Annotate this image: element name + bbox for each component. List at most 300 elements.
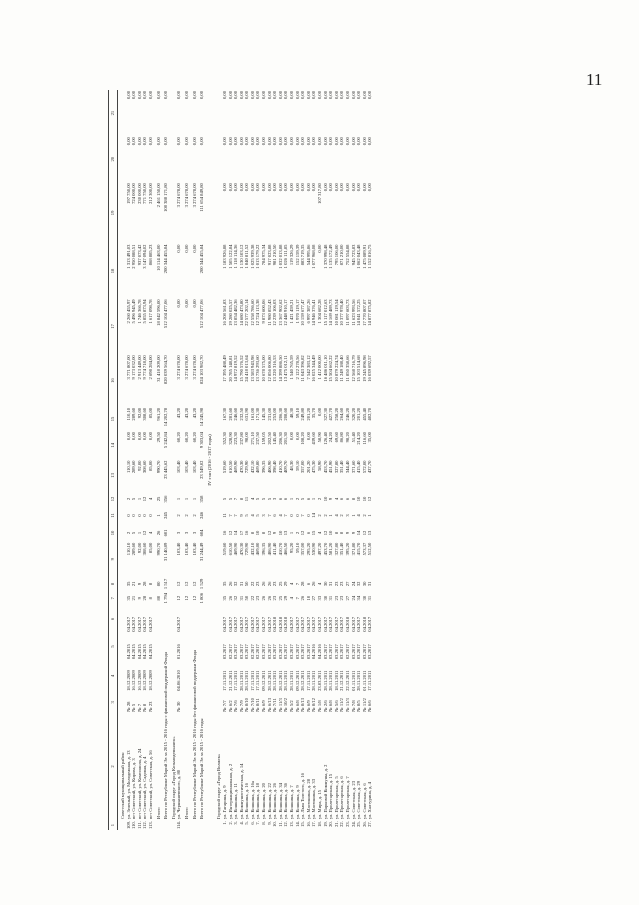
table-cell: 21: [131, 595, 137, 601]
table-cell: 03.2017: [238, 644, 244, 660]
table-cell: 197 750,00: [125, 183, 131, 204]
table-cell: № 8/12: [311, 698, 317, 712]
table-cell: пгт Советский, ул. Садовая, д. 4: [142, 756, 148, 820]
table-cell: № 11/2: [339, 698, 345, 712]
table-cell: 28.11.2011: [244, 670, 250, 691]
table-cell: 0,00: [266, 183, 272, 192]
table-cell: [214, 820, 222, 830]
table-cell: 11 097 603,73: [344, 299, 350, 326]
table-cell: 1: [367, 514, 373, 517]
table-cell: 2 260 455,97: [125, 299, 131, 324]
table-cell: 206,30: [277, 432, 283, 445]
table-cell: 0,00: [317, 137, 322, 146]
table-cell: 12: [176, 595, 182, 601]
table-cell: 320,20: [350, 407, 356, 421]
table-cell: 10: [255, 530, 261, 536]
table-cell: 16 025 344,49: [311, 355, 317, 382]
table-cell: 5: [255, 514, 261, 517]
table-cell: 14 877 875,82: [367, 299, 373, 326]
stage-header: IV этап (2016 - 2017 годы): [206, 434, 212, 486]
column-number: 17: [109, 298, 118, 354]
table-cell: ул. Пролетарская, д. 15: [328, 773, 334, 820]
table-cell: 1 304 682,28: [317, 299, 322, 324]
table-cell: № 5/6: [333, 700, 339, 712]
table-cell: 6.: [249, 821, 255, 825]
table-cell: [161, 820, 169, 830]
column-number: 20: [109, 136, 118, 182]
table-cell: 1 794: [163, 593, 169, 604]
table-cell: 0,00: [294, 432, 300, 441]
table-cell: 25: [277, 581, 283, 587]
table-cell: ул. Кошкина, д. 20: [261, 783, 267, 820]
table-cell: 437,70: [367, 460, 373, 474]
table-cell: 11 623 993,56: [350, 299, 356, 326]
table-cell: 3: [261, 514, 267, 517]
table-cell: 31: [328, 595, 334, 601]
table-cell: ул. Мира, д. 15: [317, 790, 322, 820]
table-cell: 21.12.2011: [339, 670, 345, 691]
table-cell: 10 114 463,00: [155, 244, 161, 271]
table-cell: 0,00: [294, 137, 300, 146]
table-cell: 24 418 013,64: [244, 355, 250, 382]
table-cell: 0,00: [272, 183, 278, 192]
table-cell: 110.: [131, 821, 137, 829]
table-cell: 48,30: [289, 407, 295, 419]
table-cell: ул. Чернышевского, д. 80: [176, 769, 182, 820]
table-cell: 0,00: [191, 299, 197, 308]
table-cell: ул. Кошкина, д. 18: [255, 783, 261, 820]
table-cell: 5: [261, 497, 267, 501]
table-cell: 271,10: [249, 432, 255, 445]
table-cell: 9: [238, 514, 244, 517]
table-cell: 11: [221, 513, 227, 518]
table-cell: 0,00: [333, 183, 339, 192]
table-cell: 03.2017: [272, 644, 278, 660]
table-cell: 0: [294, 514, 300, 517]
table-cell: 1: [289, 497, 295, 501]
table-cell: 26: [300, 595, 306, 601]
column-number: 16: [109, 354, 118, 407]
table-cell: 6: [283, 497, 289, 501]
table-cell: 2: [317, 497, 322, 501]
table-cell: № 7/6: [233, 700, 239, 712]
table-cell: 19 245 896,98: [361, 355, 367, 382]
table-cell: 23: [333, 581, 339, 587]
table-cell: 201,20: [305, 407, 311, 421]
table-cell: ул. Халтурина, д. 4: [367, 782, 373, 820]
column-number-header: [109, 90, 118, 830]
table-cell: 0,00: [238, 137, 244, 146]
table-cell: 92,00: [136, 407, 142, 419]
table-cell: 371,60: [350, 460, 356, 474]
table-cell: 4: [333, 514, 339, 517]
total-label: Всего по Республике Марий Эл за 2015 - 2016 годы с финансовой поддержкой Фонда: [163, 651, 169, 820]
table-cell: 109.: [125, 820, 131, 829]
table-cell: 4: [317, 531, 322, 535]
table-cell: 0,00: [244, 91, 250, 100]
table-cell: 11 850 358,66: [344, 355, 350, 382]
table-cell: 0,00: [238, 183, 244, 192]
table-cell: 60,20: [176, 432, 182, 443]
table-cell: 1 529: [199, 578, 205, 590]
table-cell: 7: [266, 514, 272, 517]
column-number: 4: [109, 660, 118, 692]
table-cell: 4: [249, 497, 255, 501]
table-cell: 03.2017: [221, 644, 227, 660]
table-cell: 28.11.2011: [283, 670, 289, 691]
table-cell: № 6/8: [328, 700, 334, 712]
table-cell: ул. Кошкина, д. 34: [277, 783, 283, 820]
table-cell: 04.2017: [131, 616, 137, 632]
table-cell: [169, 820, 177, 830]
table-cell: 0,00: [221, 91, 227, 100]
housing-program-table: [108, 90, 373, 830]
table-cell: 0,00: [361, 183, 367, 192]
table-cell: 31: [367, 595, 373, 601]
table-cell: 30: [322, 595, 328, 601]
table-cell: 0,00: [344, 137, 350, 146]
table-cell: 7: [294, 582, 300, 586]
table-cell: 13.: [289, 821, 295, 827]
table-cell: 610,50: [227, 460, 233, 474]
grand-total-row: [197, 90, 205, 830]
table-cell: № 8/5: [356, 700, 362, 712]
table-cell: 4: [317, 582, 322, 586]
table-cell: 1 130 103,12: [238, 244, 244, 269]
table-cell: 23: [333, 595, 339, 601]
section-title-row: [214, 90, 222, 830]
table-cell: 28.11.2011: [272, 670, 278, 691]
table-cell: № 11/3: [277, 698, 283, 712]
column-number: 19: [109, 182, 118, 243]
table-cell: 04.2017: [266, 616, 272, 632]
table-cell: 1 617 098,78: [147, 299, 153, 324]
table-cell: 2: [317, 514, 322, 517]
table-cell: 200 344 455,84: [199, 244, 205, 274]
table-cell: 232,50: [238, 407, 244, 421]
table-cell: 12 568 716,79: [350, 355, 356, 382]
table-cell: 729,90: [244, 460, 250, 474]
table-cell: 0,00: [147, 432, 153, 441]
table-cell: 19.: [322, 821, 328, 827]
table-cell: 17.11.2011: [221, 670, 227, 691]
table-cell: 9.: [266, 821, 272, 825]
table-cell: 1: [311, 497, 317, 501]
table-cell: 231,00: [266, 407, 272, 421]
table-cell: 20 785 148,81: [227, 355, 233, 382]
table-cell: 0,00: [255, 137, 261, 146]
table-cell: 327,30: [322, 407, 328, 421]
table-cell: 43,20: [183, 407, 189, 419]
table-cell: 308,60: [142, 460, 148, 474]
table-cell: 439,60: [311, 432, 317, 445]
table-cell: 990,70: [155, 460, 161, 474]
table-cell: 17.11.2011: [249, 670, 255, 691]
table-cell: 12: [367, 496, 373, 502]
table-cell: 12: [191, 595, 197, 601]
table-cell: № 7: [136, 703, 142, 712]
table-cell: № 6/9: [261, 700, 267, 712]
table-cell: 0,00: [356, 183, 362, 192]
table-cell: 0,00: [136, 137, 142, 146]
table-cell: 1 077 968,08: [311, 244, 317, 269]
table-cell: 171,30: [255, 407, 261, 421]
table-cell: 0,00: [367, 137, 373, 146]
table-cell: 85,00: [147, 542, 153, 554]
table-cell: 13 367 902,62: [277, 299, 283, 326]
table-cell: 724 000,00: [131, 183, 137, 204]
table-cell: 01.11.2011: [350, 670, 356, 691]
table-cell: 201,20: [305, 460, 311, 474]
table-cell: 4: [356, 514, 362, 517]
table-cell: 03.2017: [244, 644, 250, 660]
table-cell: 04.2015: [136, 644, 142, 660]
table-cell: 16.12.2009: [136, 670, 142, 691]
table-cell: № 8: [142, 703, 148, 712]
table-cell: 7 542 383,12: [305, 355, 311, 380]
table-cell: 108 388 171,80: [163, 183, 169, 212]
table-cell: 23: [339, 581, 345, 587]
table-cell: 0: [142, 514, 148, 517]
table-cell: 16: [244, 530, 250, 536]
table-cell: 04.2017: [339, 616, 345, 632]
table-cell: 0,00: [131, 137, 137, 146]
table-cell: 01.11.2011: [361, 670, 367, 691]
table-cell: 0,00: [289, 137, 295, 146]
table-cell: 0,00: [311, 183, 317, 192]
table-cell: 0,00: [191, 137, 197, 146]
column-number: 8: [109, 577, 118, 591]
table-cell: 13 854 482,36: [233, 299, 239, 326]
table-cell: 937 073,42: [136, 244, 142, 266]
table-cell: 5: [244, 514, 250, 517]
table-cell: 1 540 765,59: [289, 355, 295, 380]
table-cell: 2: [322, 514, 328, 517]
table-cell: 35,70: [311, 407, 317, 419]
table-cell: 12 448 910,17: [283, 299, 289, 326]
table-cell: № 5/2: [289, 700, 295, 712]
table-row: [367, 90, 373, 830]
table-cell: 0,00: [367, 91, 373, 100]
table-cell: 60,20: [191, 432, 197, 443]
table-cell: 03.2017: [266, 644, 272, 660]
table-cell: 35: [221, 581, 227, 587]
table-cell: 0: [136, 514, 142, 517]
table-cell: 0: [131, 514, 137, 517]
table-cell: 13 220 316,53: [272, 355, 278, 382]
table-cell: ул. Советская, д. 23: [350, 780, 356, 820]
table-cell: 04.2018: [272, 616, 278, 632]
table-cell: 03.2017: [233, 644, 239, 660]
table-cell: 1 062 043,48: [356, 244, 362, 269]
table-cell: 04.2017: [289, 616, 295, 632]
table-cell: 69,60: [333, 432, 339, 443]
table-cell: 246,20: [344, 407, 350, 421]
table-cell: 0,00: [322, 91, 328, 100]
table-cell: 02.2017: [344, 644, 350, 660]
column-number: 7: [109, 591, 118, 605]
table-cell: 327,80: [333, 542, 339, 556]
table-cell: 4.: [238, 821, 244, 825]
table-cell: 12.: [283, 821, 289, 827]
table-cell: 04.2017: [249, 616, 255, 632]
table-cell: 0,00: [266, 91, 272, 100]
table-cell: 0,00: [328, 137, 334, 146]
table-cell: 04.2017: [176, 616, 182, 632]
table-cell: 530,90: [311, 542, 317, 556]
table-cell: 30: [361, 595, 367, 601]
table-cell: 3 274 678,00: [176, 355, 182, 380]
table-cell: 13 475 012,11: [283, 355, 289, 382]
total-label: Всего по Республике Марий Эл за 2015 - 2016 годы: [199, 718, 205, 820]
table-cell: 1 840 811,52: [244, 244, 250, 269]
table-cell: № 8/13: [300, 698, 306, 712]
table-cell: 16: [221, 530, 227, 536]
table-cell: 961,20: [155, 407, 161, 421]
table-cell: 02.2017: [227, 644, 233, 660]
table-cell: 1 421 459,21: [289, 299, 295, 324]
table-cell: 0,00: [339, 137, 345, 146]
table-cell: № 23: [147, 701, 153, 712]
table-cell: 03.2017: [350, 644, 356, 660]
table-cell: 0,00: [125, 137, 131, 146]
table-cell: 351,40: [339, 460, 345, 474]
table-cell: № 30: [176, 701, 182, 712]
table-cell: 04.2017: [147, 616, 153, 632]
table-cell: 28.11.2011: [289, 670, 295, 691]
table-cell: 0,00: [183, 244, 189, 253]
table-cell: 0,00: [283, 91, 289, 100]
table-cell: 103,40: [183, 542, 189, 556]
table-cell: 10: [361, 496, 367, 502]
table-cell: 04.2017: [221, 616, 227, 632]
table-cell: 18.: [317, 821, 322, 827]
table-cell: 2 698 284,00: [147, 355, 153, 380]
table-cell: 34: [356, 595, 362, 601]
table-cell: пгт Советский, ул. Кирова, д. 3: [131, 758, 137, 820]
table-cell: 7: [227, 514, 233, 517]
table-cell: 98,00: [244, 432, 250, 443]
table-cell: 1: [155, 514, 161, 517]
table-cell: 103,40: [191, 542, 197, 556]
stage-header-row: [205, 90, 215, 830]
table-cell: 0,00: [305, 432, 311, 441]
table-cell: пгт Советский, ул. Комсомола, д. 24: [136, 748, 142, 820]
table-cell: 03.2017: [305, 644, 311, 660]
table-cell: 18 842 596,00: [155, 299, 161, 326]
table-cell: 04.2015: [147, 644, 153, 660]
table-cell: 0,00: [339, 91, 345, 100]
table-cell: 18.12.2009: [147, 670, 153, 691]
table-cell: 5: [300, 497, 306, 501]
table-cell: 990,70: [155, 542, 161, 556]
table-cell: 4: [277, 514, 283, 517]
table-cell: 469,90: [233, 460, 239, 474]
table-cell: № 6/6: [367, 700, 373, 712]
table-cell: 28: [142, 581, 148, 587]
table-cell: ул. Гагарина, д. 9: [221, 785, 227, 820]
table-cell: 0,00: [233, 91, 239, 100]
table-cell: 0,00: [294, 183, 300, 192]
table-cell: 1 152 816,75: [367, 244, 373, 269]
table-cell: 19 280 025,57: [227, 299, 233, 326]
table-cell: 17.11.2011: [367, 670, 373, 691]
table-cell: № 11/3: [344, 698, 350, 712]
table-cell: 3.: [233, 821, 239, 825]
table-cell: 497,20: [317, 542, 322, 556]
table-cell: 04.2016: [317, 644, 322, 660]
table-cell: 17.11.2011: [233, 670, 239, 691]
table-cell: 11: [244, 496, 250, 502]
table-cell: 8: [147, 597, 153, 600]
table-cell: 0,00: [238, 91, 244, 100]
table-cell: 04.2016: [311, 644, 317, 660]
table-cell: 04.2017: [317, 616, 322, 632]
table-cell: 5 855 873,94: [142, 299, 148, 324]
table-cell: 113.: [147, 821, 153, 829]
total-label: Всего по Республике Марий Эл за 2015 - 2016 годы без финансовой поддержки Фонда: [191, 649, 197, 820]
table-cell: 0,00: [272, 91, 278, 100]
table-cell: 59,10: [294, 542, 300, 554]
table-cell: 15 117 012,63: [322, 299, 328, 326]
table-cell: 475,30: [311, 460, 317, 474]
table-cell: 29: [283, 595, 289, 601]
table-cell: 4: [289, 597, 295, 600]
table-cell: 9: [136, 597, 142, 600]
table-cell: 103,40: [176, 542, 182, 556]
section-title-row: [169, 90, 177, 830]
table-cell: 17.: [311, 821, 317, 827]
table-cell: 289,60: [131, 542, 137, 556]
table-cell: 03.2017: [356, 644, 362, 660]
table-cell: 0,00: [283, 137, 289, 146]
table-cell: 223,30: [233, 432, 239, 445]
table-cell: 0,00: [361, 137, 367, 146]
table-cell: 9 873 600,06: [261, 299, 267, 324]
table-cell: 0,00: [176, 91, 182, 100]
table-cell: 1 026 111,85: [283, 244, 289, 269]
table-cell: 253,00: [272, 407, 278, 421]
table-cell: 258,20: [333, 407, 339, 421]
table-cell: 60,20: [183, 432, 189, 443]
table-cell: 201,30: [283, 432, 289, 445]
table-cell: ул. Пролетарская, д. 5: [333, 776, 339, 820]
table-cell: 295,20: [305, 542, 311, 556]
table-cell: 14 169 489,73: [328, 299, 334, 326]
table-cell: 1 517: [163, 578, 169, 590]
column-number: 2: [109, 713, 118, 820]
table-cell: 406,90: [266, 542, 272, 556]
table-cell: 14 946 376,41: [311, 299, 317, 326]
table-cell: 572,00: [361, 460, 367, 474]
table-cell: 24,20: [328, 432, 334, 443]
table-cell: 11.: [277, 821, 283, 827]
table-cell: 12 724 113,38: [255, 299, 261, 326]
table-cell: 0,00: [221, 137, 227, 146]
table-cell: 0,00: [147, 137, 153, 146]
table-cell: ул. Кошкина, д. 9: [294, 785, 300, 820]
table-cell: 8: [333, 531, 339, 535]
table-cell: 04.2017: [322, 616, 328, 632]
table-cell: 351,40: [339, 542, 345, 556]
table-cell: 25.: [356, 821, 362, 827]
table-cell: 33: [317, 595, 322, 601]
table-cell: 0,00: [227, 91, 233, 100]
table-cell: 119 326,29: [289, 244, 295, 266]
table-cell: 12: [191, 581, 197, 587]
table-cell: 03.2017: [333, 644, 339, 660]
section-title: Городской округ «Город Козьмодемьянск»: [170, 736, 176, 820]
